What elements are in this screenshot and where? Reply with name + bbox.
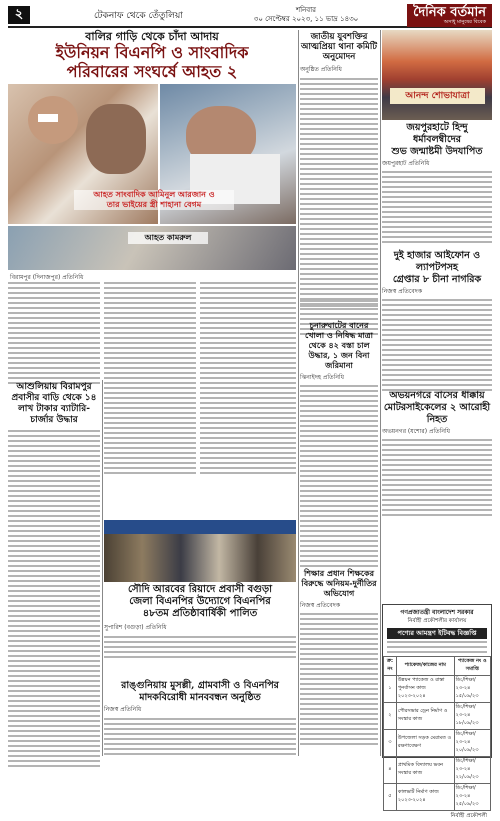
table-row	[384, 784, 491, 811]
story-bus-headline-1: অভয়নগরে বাসের ধাক্কায়	[389, 390, 485, 401]
brand-name: দৈনিক বর্তমান	[413, 5, 486, 20]
lead-photo-label-block	[74, 190, 234, 210]
notice-col-package: প্যাকেজ নং ও সমাপ্তি	[454, 657, 490, 676]
page-number: ২	[8, 6, 30, 24]
brand-tagline: অসাধু মানুষের বিবেক	[443, 19, 486, 25]
janmashtami-photo	[382, 30, 492, 120]
banner-shape	[104, 520, 296, 534]
story-jubo	[300, 32, 378, 75]
notice-row-no: ২	[384, 703, 397, 730]
notice-intro-text	[383, 641, 491, 653]
story-battery-body	[8, 430, 100, 767]
story-saudi-headline-2: জেলা বিএনপির উদ্যোগে বিএনপির	[129, 596, 271, 607]
table-row	[384, 703, 491, 730]
dateline	[246, 6, 366, 24]
story-janmashtami-headline-2: শুভ জন্মাষ্টমী উদযাপিত	[391, 146, 483, 157]
story-corruption-headline: শিক্ষার প্রধান শিক্ষকের বিরুদ্ধে অনিয়ম-দুর্নীতির অভিযোগ	[301, 568, 377, 598]
date-label: ৩০ সেপ্টেম্বর ২০২৩, ১১ ভাদ্র ১৪৩০	[253, 15, 359, 23]
lead-photo-label-1: আহত সাংবাদিক আমিনুল আরজান ও	[93, 190, 215, 199]
story-phones-body	[382, 299, 492, 391]
story-janmashtami	[382, 122, 492, 246]
notice-row-name: উন্নয়ন প্যাকেজ ও রাস্তা পুনর্বাসন কাজ ২০২৩-২০২৪	[396, 676, 454, 703]
story-jubo-body-2	[300, 300, 378, 310]
story-saudi-body	[104, 636, 296, 658]
story-jubo-headline: জাতীয় যুবশক্তির আত্মপ্রিয়া থানা কমিটি অনুমোদন	[301, 32, 377, 62]
notice-col-name: প্যাকেজ/কাজের নাম	[396, 657, 454, 676]
lead-headline-1: ইউনিয়ন বিএনপি ও সাংবাদিক	[55, 43, 249, 62]
lead-photo-label-3: আহত কামরুল	[128, 232, 208, 244]
story-battery-headline: আশুলিয়ায় বিরামপুর প্রবাসীর বাড়ি থেকে ১৪ লাখ টাকার ব্যাটারি-চার্জার উদ্ধার	[11, 382, 97, 425]
story-janmashtami-body	[382, 171, 492, 243]
notice-row-no: ৩	[384, 730, 397, 757]
story-saudi-byline: সুপারিশ (বগুড়া) প্রতিনিধি	[104, 624, 167, 631]
masthead	[8, 4, 492, 28]
notice-row-no: ৪	[384, 757, 397, 784]
table-row	[384, 757, 491, 784]
lead-body-col-2	[104, 282, 196, 477]
story-rally	[104, 680, 296, 758]
notice-title: পণ্যের আমন্ত্রণ ইটিবদ্ধ বিজ্ঞপ্তি	[387, 628, 487, 639]
notice-row-package: ডি:/শিক্ষা/২৩-২৪ ১৫/০৯/২৩	[454, 676, 490, 703]
story-rally-body	[104, 718, 296, 755]
story-saudi	[104, 584, 296, 661]
saudi-event-photo	[104, 520, 296, 582]
story-saudi-headline-1: সৌদি আরবের রিয়াদে প্রবাসী বগুড়া	[127, 584, 273, 595]
lead-photo-3	[8, 226, 296, 270]
story-phones-headline-2: গ্রেপ্তার ৮ চীনা নাগরিক	[392, 274, 482, 285]
table-row	[384, 676, 491, 703]
story-bus-body	[382, 439, 492, 516]
bandage-shape	[38, 114, 58, 122]
lead-story-header	[8, 30, 296, 81]
notice-table	[383, 656, 491, 811]
section-title: টেকনাফ থেকে তেঁতুলিয়া	[94, 11, 183, 21]
brand-logo	[407, 4, 492, 27]
notice-office: নির্বাহী প্রকৌশলীর কার্যালয়	[407, 618, 467, 624]
story-bus-headline-2: মোটরসাইকেলের ২ আরোহী নিহত	[383, 402, 491, 425]
lead-kicker: বালির গাড়ি থেকে চাঁদা আদায়	[85, 30, 219, 43]
story-jubo-byline: অনুষ্ঠিত প্রতিনিধি	[300, 66, 342, 73]
column-rule-3	[102, 380, 103, 756]
lead-byline: বিরামপুর (দিনাজপুর) প্রতিনিধি	[10, 274, 84, 281]
notice-row-name: পৌরসভার ড্রেন নির্মাণ ও সংস্কার কাজ	[396, 703, 454, 730]
story-battery	[8, 382, 100, 770]
government-notice	[382, 604, 492, 819]
story-phones	[382, 250, 492, 394]
second-face-shape	[86, 104, 146, 174]
story-janmashtami-headline-1: জয়পুরহাটে হিন্দু ধর্মাবলম্বীদের	[406, 122, 468, 145]
notice-row-name: কালভার্ট নির্মাণ কাজ ২০২৩-২০২৪	[396, 784, 454, 811]
photo-banner-text: আনন্দ শোভাযাত্রা	[390, 88, 485, 104]
story-boat-body	[300, 385, 378, 567]
story-bus-byline: অভয়নগর (যশোর) প্রতিনিধি	[382, 428, 451, 435]
column-rule-2	[380, 30, 381, 756]
story-janmashtami-byline: জয়পুরহাট প্রতিনিধি	[382, 160, 430, 167]
notice-col-no: ক্র: নং	[384, 657, 397, 676]
notice-row-package: ডি:/শিক্ষা/২৩-২৪ ২০/০৯/২৩	[454, 730, 490, 757]
notice-row-package: ডি:/শিক্ষা/২৩-২৪ ১৮/০৯/২৩	[454, 703, 490, 730]
story-boat	[300, 320, 378, 570]
notice-row-name: প্রাথমিক বিদ্যালয় ভবন সংস্কার কাজ	[396, 757, 454, 784]
story-bus	[382, 390, 492, 519]
story-boat-byline: ঝিনাইদহ প্রতিনিধি	[300, 374, 344, 381]
lead-photo-label-2: তার ভাইয়ের স্ত্রী শাহানা বেগম	[106, 200, 202, 209]
story-boat-headline: চুনারুঘাটের বানের খোলা ও নিষিদ্ধ মাত্রা থেকে ৪২ বস্তা চাল উদ্ধার, ১ জন বিনা জরিমানা	[305, 320, 373, 370]
story-rally-headline-1: রাঙ্গুনিয়ায় মুসল্লী, গ্রামবাসী ও বিএনপির	[121, 680, 279, 691]
story-corruption-body	[300, 613, 378, 745]
story-saudi-headline-3: ৪৮তম প্রতিষ্ঠাবার্ষিকী পালিত	[142, 608, 258, 619]
lead-headline-2: পরিবারের সংঘর্ষে আহত ২	[66, 62, 238, 81]
story-rally-byline: নিজস্ব প্রতিনিধি	[104, 706, 142, 713]
notice-table-header	[384, 657, 491, 676]
column-rule-1	[298, 30, 299, 756]
lead-body-col-3	[200, 282, 296, 477]
notice-row-no: ৫	[384, 784, 397, 811]
notice-signer: নির্বাহী প্রকৌশলী	[450, 813, 487, 819]
day-label: শনিবার	[295, 6, 317, 14]
story-corruption	[300, 568, 378, 748]
notice-row-no: ১	[384, 676, 397, 703]
notice-row-name: উপজেলা সড়ক মেরামত ও রক্ষণাবেক্ষণ	[396, 730, 454, 757]
notice-row-package: ডি:/শিক্ষা/২৩-২৪ ২২/০৯/২৩	[454, 757, 490, 784]
story-phones-byline: নিজস্ব প্রতিবেদক	[382, 288, 423, 295]
story-phones-headline-1: দুই হাজার আইফোন ও ল্যাপটপসহ	[393, 250, 481, 273]
story-rally-headline-2: মাদকবিরোধী মানববন্ধন অনুষ্ঠিত	[139, 692, 261, 703]
lead-body-col-1	[8, 282, 100, 387]
notice-govt: গণপ্রজাতন্ত্রী বাংলাদেশ সরকার	[400, 609, 474, 616]
story-corruption-byline: নিজস্ব প্রতিবেদক	[300, 602, 341, 609]
story-jubo-body-1	[300, 78, 378, 338]
table-row	[384, 730, 491, 757]
notice-row-package: ডি:/শিক্ষা/২৩-২৪ ২৫/০৯/২৩	[454, 784, 490, 811]
